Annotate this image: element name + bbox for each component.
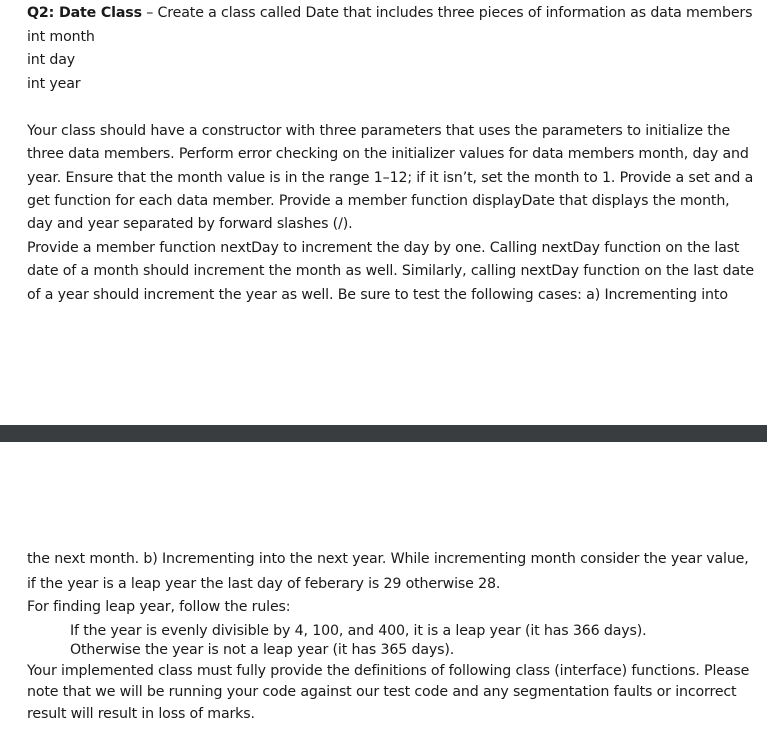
- leap-year-rule: If the year is evenly divisible by 4, 100, and 400, it is a leap year (it has 366 days).: [70, 623, 647, 639]
- question-intro: – Create a class called Date that includes three pieces of information as data members: [141, 5, 753, 21]
- paragraph-line: Provide a member function nextDay to increment the day by one. Calling nextDay function on the last: [27, 240, 740, 256]
- paragraph-line: get function for each data member. Provide a member function displayDate that displays the month,: [27, 193, 730, 209]
- paragraph-line: date of a month should increment the month as well. Similarly, calling nextDay function on the last date: [27, 263, 754, 279]
- paragraph-line: of a year should increment the year as well. Be sure to test the following cases: a) Incrementing into: [27, 287, 728, 303]
- member-year: int year: [27, 76, 81, 92]
- paragraph-line: three data members. Perform error checking on the initializer values for data members month, day and: [27, 146, 749, 162]
- paragraph-line: Your class should have a constructor with three parameters that uses the parameters to initialize the: [27, 123, 731, 139]
- paragraph-line: year. Ensure that the month value is in the range 1–12; if it isn’t, set the month to 1. Provide a set and a: [27, 170, 754, 186]
- member-day: int day: [27, 52, 76, 68]
- paragraph-line: result will result in loss of marks.: [27, 706, 255, 722]
- paragraph-line: Your implemented class must fully provide the definitions of following class (interface) functions. Please: [27, 663, 750, 679]
- leap-year-rules-heading: For finding leap year, follow the rules:: [27, 599, 291, 615]
- leap-year-rule: Otherwise the year is not a leap year (it has 365 days).: [70, 642, 455, 658]
- question-title: Q2: Date Class: [27, 5, 142, 21]
- paragraph-line: day and year separated by forward slashes (/).: [27, 216, 353, 232]
- member-month: int month: [27, 29, 95, 45]
- question-heading: [27, 5, 752, 21]
- page-break-divider: [0, 425, 767, 442]
- paragraph-line: note that we will be running your code against our test code and any segmentation faults or incorrect: [27, 684, 737, 700]
- paragraph-line: the next month. b) Incrementing into the next year. While incrementing month consider the year value,: [27, 551, 749, 567]
- paragraph-line: if the year is a leap year the last day of feberary is 29 otherwise 28.: [27, 576, 501, 592]
